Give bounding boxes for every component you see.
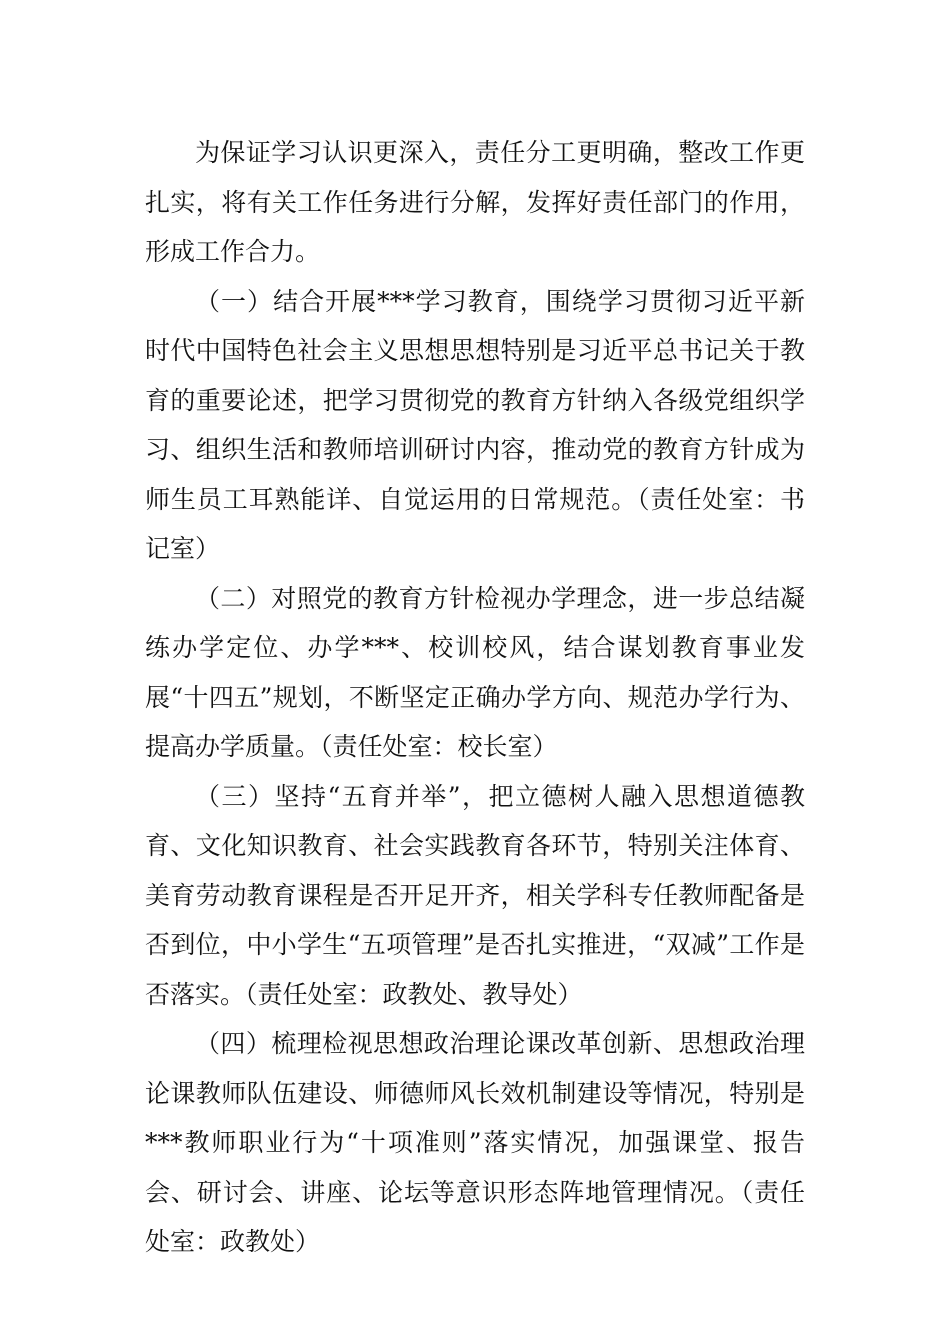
item-2-paragraph: （二）对照党的教育方针检视办学理念，进一步总结凝练办学定位、办学***、校训校风，结合谋划教育事业发展“十四五”规划，不断坚定正确办学方向、规范办学行为、提高办学质量。（责任处室：校长室） <box>145 583 805 761</box>
document-body <box>145 128 805 1267</box>
item-1-paragraph: （一）结合开展***学习教育，围绕学习贯彻习近平新时代中国特色社会主义思想思想特别是习近平总书记关于教育的重要论述，把学习贯彻党的教育方针纳入各级党组织学习、组织生活和教师培训研讨内容，推动党的教育方针成为师生员工耳熟能详、自觉运用的日常规范。（责任处室：书记室） <box>145 286 805 563</box>
intro-paragraph: 为保证学习认识更深入，责任分工更明确，整改工作更扎实，将有关工作任务进行分解，发挥好责任部门的作用，形成工作合力。 <box>145 138 805 266</box>
item-4-paragraph: （四）梳理检视思想政治理论课改革创新、思想政治理论课教师队伍建设、师德师风长效机制建设等情况，特别是***教师职业行为“十项准则”落实情况，加强课堂、报告会、研讨会、讲座、论坛等意识形态阵地管理情况。（责任处室：政教处） <box>145 1029 805 1256</box>
item-3-paragraph: （三）坚持“五育并举”，把立德树人融入思想道德教育、文化知识教育、社会实践教育各环节，特别关注体育、美育劳动教育课程是否开足开齐，相关学科专任教师配备是否到位，中小学生“五项管理”是否扎实推进，“双减”工作是否落实。（责任处室：政教处、教导处） <box>145 781 805 1009</box>
